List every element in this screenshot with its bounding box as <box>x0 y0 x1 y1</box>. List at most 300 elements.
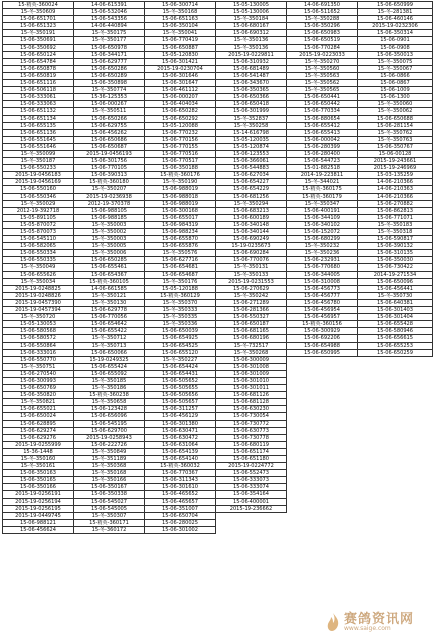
ring-number-cell <box>287 491 358 498</box>
table-row <box>3 314 433 321</box>
ring-number-cell: 14-06-661585 <box>74 285 145 292</box>
ring-number-cell: 15-06-344109 <box>287 214 358 221</box>
ring-number-cell: 15-06-629700 <box>74 427 145 434</box>
table-row <box>3 328 433 335</box>
ring-number-cell: 2015-19-0256191 <box>3 491 74 498</box>
table-row <box>3 44 433 51</box>
ring-number-cell: 15-06-333016 <box>3 349 74 356</box>
table-row <box>3 129 433 136</box>
ring-number-cell: 2015-19-0248825 <box>3 285 74 292</box>
ring-number-cell: 15-冬-350049 <box>3 264 74 271</box>
ring-number-cell: 15-06-650978 <box>74 44 145 51</box>
table-row <box>3 51 433 58</box>
ring-number-cell: 15-06-650292 <box>145 115 216 122</box>
ring-number-cell: 15-06-988018 <box>145 193 216 200</box>
table-row <box>3 229 433 236</box>
table-row <box>3 158 433 165</box>
ring-number-cell <box>287 470 358 477</box>
table-row <box>3 363 433 370</box>
ring-number-cell: 15-06-656096 <box>74 413 145 420</box>
ring-number-cell: 15-06-301009 <box>216 370 287 377</box>
ring-number-cell: 15-06-651323 <box>3 23 74 30</box>
table-row <box>3 512 433 519</box>
ring-number-cell: 15-06-627716 <box>145 257 216 264</box>
table-row <box>3 420 433 427</box>
ring-number-cell <box>287 434 358 441</box>
ring-number-cell: 15-19-0235673 <box>216 243 287 250</box>
ring-number-cell <box>358 377 433 384</box>
ring-number-cell: 15-06-400001 <box>216 498 287 505</box>
ring-number-cell: 15-06-654925 <box>145 335 216 342</box>
ring-number-cell: 15-06-650441 <box>287 94 358 101</box>
ring-number-cell: 2012-19-370378 <box>74 200 145 207</box>
ring-number-cell: 15-06-654140 <box>145 456 216 463</box>
ring-number-cell <box>287 399 358 406</box>
ring-number-cell: 15-06-532046 <box>74 9 145 16</box>
ring-number-cell: 15-06-730422 <box>358 264 433 271</box>
ring-number-cell: 15-06-988121 <box>3 519 74 526</box>
ring-number-cell: 15-冬-281381 <box>358 9 433 16</box>
ring-number-cell: 15-06-770076 <box>216 257 287 264</box>
ring-number-cell: 15-06-552473 <box>216 470 287 477</box>
ring-number-cell: 15-06-656615 <box>358 335 433 342</box>
ring-number-cell <box>287 441 358 448</box>
ring-number-cell: 15-06-650878 <box>3 65 74 72</box>
ring-number-table <box>2 1 433 534</box>
table-row <box>3 519 433 526</box>
ring-number-cell <box>287 526 358 533</box>
ring-number-cell: 15-06-650418 <box>216 101 287 108</box>
ring-number-cell: 15-06-650686 <box>74 136 145 143</box>
ring-number-cell: 15-06-630773 <box>216 427 287 434</box>
ring-number-cell: 15-06-650282 <box>145 108 216 115</box>
ring-number-cell: 15-06-655412 <box>287 122 358 129</box>
ring-number-cell: 13-06-600189 <box>216 214 287 221</box>
ring-number-cell: 15-06-650366 <box>216 94 287 101</box>
table-row <box>3 413 433 420</box>
ring-number-cell: 15-06-580568 <box>3 328 74 335</box>
ring-number-cell: 15-06-654642 <box>74 321 145 328</box>
ring-number-cell: 15-06-650704 <box>145 512 216 519</box>
ring-number-cell: 15-冬-350563 <box>287 72 358 79</box>
ring-number-cell: 15-冬-350136 <box>216 37 287 44</box>
ring-number-cell: 15-06-770367 <box>145 470 216 477</box>
ring-number-cell: 15-冬-350333 <box>145 307 216 314</box>
ring-number-cell: 2014-19-271534 <box>358 271 433 278</box>
ring-number-cell: 15-冬-350821 <box>3 399 74 406</box>
ring-number-cell: 2015-19-0457390 <box>3 299 74 306</box>
ring-number-cell <box>358 484 433 491</box>
ring-number-cell <box>287 385 358 392</box>
ring-number-cell: 15-06-505652 <box>145 377 216 384</box>
ring-number-cell: 15-06-655428 <box>358 321 433 328</box>
ring-number-cell: 15-06-655626 <box>3 271 74 278</box>
ring-number-cell <box>287 427 358 434</box>
ring-number-cell: 15-06-655413 <box>287 129 358 136</box>
ring-number-cell <box>358 413 433 420</box>
ring-number-cell <box>358 420 433 427</box>
ring-number-cell: 15-精英-360179 <box>287 193 358 200</box>
ring-number-cell: 15-06-650983 <box>287 30 358 37</box>
ring-number-cell: 15-06-770105 <box>74 165 145 172</box>
ring-number-cell: 15-06-270629 <box>216 285 287 292</box>
ring-number-cell: 15-06-770516 <box>145 150 216 157</box>
table-row <box>3 505 433 512</box>
ring-number-cell: 14-06-210366 <box>358 193 433 200</box>
ring-number-cell: 15-冬-350774 <box>74 87 145 94</box>
ring-number-cell: 15-06-310008 <box>287 278 358 285</box>
table-row <box>3 356 433 363</box>
ring-number-cell: 15-冬-350060 <box>358 101 433 108</box>
ring-number-cell: 15-06-770419 <box>145 37 216 44</box>
ring-number-cell: 15-06-404034 <box>145 101 216 108</box>
ring-number-cell: 15-06-651174 <box>216 448 287 455</box>
ring-number-cell <box>287 377 358 384</box>
ring-number-cell: 15-06-654681 <box>145 264 216 271</box>
table-row <box>3 108 433 115</box>
ring-number-cell: 15-06-650286 <box>74 65 145 72</box>
ring-number-cell: 15-06-301646 <box>145 72 216 79</box>
ring-number-cell: 14-06-440894 <box>74 23 145 30</box>
ring-number-cell <box>358 519 433 526</box>
ring-number-cell: 2015-19-0230704 <box>145 65 216 72</box>
ring-number-cell: 15-06-511652 <box>287 9 358 16</box>
table-row <box>3 9 433 16</box>
ring-number-cell: 15-06-333061 <box>3 94 74 101</box>
ring-number-cell: 15-冬-350294 <box>216 200 287 207</box>
ring-number-cell: 15-06-690312 <box>216 30 287 37</box>
ring-number-cell <box>287 413 358 420</box>
ring-number-cell: 15-06-650066 <box>74 349 145 356</box>
ring-number-cell: 15-06-280400 <box>287 150 358 157</box>
ring-number-cell: 15-06-1300 <box>358 94 433 101</box>
ring-number-cell: 15-06-301008 <box>216 363 287 370</box>
ring-number-cell: 15-冬-732517 <box>216 342 287 349</box>
ring-number-cell: 15-06-301380 <box>145 420 216 427</box>
ring-number-cell: 15-06-333063 <box>3 101 74 108</box>
table-row <box>3 285 433 292</box>
ring-number-cell: 15-06-456129 <box>145 413 216 420</box>
ring-number-cell: 2015-19-0236938 <box>74 193 145 200</box>
ring-number-cell: 15-06-0908 <box>358 44 433 51</box>
ring-number-cell: 15-05-120035 <box>216 136 287 143</box>
ring-number-cell: 2015-19-0456193 <box>74 150 145 157</box>
ring-number-cell: 15-06-650289 <box>74 72 145 79</box>
ring-number-cell: 15-冬-350191 <box>3 30 74 37</box>
ring-number-cell: 15-06-344005 <box>287 271 358 278</box>
ring-number-cell: 15-冬-350187 <box>3 158 74 165</box>
ring-number-cell: 15-06-333074 <box>216 484 287 491</box>
table-row <box>3 406 433 413</box>
ring-number-cell: 15-06-550327 <box>216 314 287 321</box>
ring-number-cell: 15-05-891105 <box>3 214 74 221</box>
ring-number-cell: 15-06-465652 <box>145 491 216 498</box>
ring-number-cell: 15-冬-350177 <box>74 37 145 44</box>
table-row <box>3 23 433 30</box>
table-row <box>3 477 433 484</box>
ring-number-cell <box>358 505 433 512</box>
ring-number-cell: 2015-19-0231553 <box>216 278 287 285</box>
flame-logo-icon <box>325 612 341 632</box>
ring-number-cell: 15-冬-350576 <box>145 250 216 257</box>
table-row <box>3 456 433 463</box>
ring-number-cell: 15-06-650187 <box>216 321 287 328</box>
ring-number-cell: 15-冬-350161 <box>3 463 74 470</box>
ring-number-cell <box>216 526 287 533</box>
ring-number-cell: 15-06-456954 <box>287 307 358 314</box>
table-row <box>3 94 433 101</box>
table-row <box>3 264 433 271</box>
ring-number-cell: 15-06-301647 <box>145 80 216 87</box>
table-row <box>3 101 433 108</box>
ring-number-cell: 15-06-629276 <box>3 434 74 441</box>
table-row <box>3 250 433 257</box>
ring-number-cell: 2015-19-0248826 <box>3 292 74 299</box>
ring-number-cell <box>358 434 433 441</box>
table-row <box>3 498 433 505</box>
ring-number-cell: 15-冬-350207 <box>74 186 145 193</box>
ring-number-cell: 15-冬-350227 <box>145 356 216 363</box>
ring-number-cell: 15-06-651132 <box>3 108 74 115</box>
ring-number-cell: 15-冬-350609 <box>3 9 74 16</box>
ring-number-cell: 15-06-551645 <box>3 136 74 143</box>
ring-number-cell: 15-冬-350184 <box>216 16 287 23</box>
ring-number-cell: 15-06-545027 <box>74 498 145 505</box>
ring-number-cell: 15-06-1009 <box>358 87 433 94</box>
ring-number-cell <box>358 512 433 519</box>
ring-number-cell: 14-06-615391 <box>74 2 145 9</box>
ring-number-cell: 15-05-120088 <box>145 122 216 129</box>
ring-number-cell <box>358 448 433 455</box>
table-row <box>3 335 433 342</box>
ring-number-cell: 15-冬-350062 <box>358 108 433 115</box>
ring-number-cell: 2015-19-0232306 <box>358 23 433 30</box>
ring-number-cell: 15-06-654687 <box>145 271 216 278</box>
ring-number-cell: 15-06-628895 <box>3 420 74 427</box>
ring-number-cell: 15-06-655461 <box>74 264 145 271</box>
ring-number-cell: 15-冬-350232 <box>287 243 358 250</box>
ring-number-cell: 15-03-135259 <box>358 172 433 179</box>
ring-number-cell: 15-06-301610 <box>145 484 216 491</box>
ring-number-cell: 15-06-988105 <box>74 207 145 214</box>
ring-number-cell: 15-冬-350730 <box>358 292 433 299</box>
table-row <box>3 172 433 179</box>
ring-number-cell: 2015-19-0256194 <box>3 498 74 505</box>
ring-number-cell: 15-06-650519 <box>287 37 358 44</box>
ring-number-cell: 15-精英-360176 <box>145 172 216 179</box>
ring-number-cell <box>287 420 358 427</box>
ring-number-cell: 15-06-550864 <box>3 342 74 349</box>
ring-number-cell: 15-06-280025 <box>145 519 216 526</box>
ring-number-cell: 15-06-354164 <box>216 491 287 498</box>
ring-number-cell: 15-冬-350849 <box>74 448 145 455</box>
ring-number-cell: 14-06-691350 <box>287 2 358 9</box>
ring-number-cell: 15-冬-350131 <box>216 264 287 271</box>
ring-number-cell: 15-06-456780 <box>287 299 358 306</box>
ring-number-cell: 2015-19-0258943 <box>74 434 145 441</box>
ring-number-cell: 15-冬-350185 <box>74 377 145 384</box>
ring-number-cell <box>358 463 433 470</box>
ring-number-cell: 15-06-350030 <box>358 257 433 264</box>
ring-number-cell <box>358 370 433 377</box>
ring-number-cell: 15-06-550346 <box>3 193 74 200</box>
ring-number-cell: 15-05-870073 <box>3 229 74 236</box>
ring-number-cell: 15-冬-350763 <box>358 136 433 143</box>
ring-number-cell: 15-06-650819 <box>3 72 74 79</box>
ring-number-cell: 15-06-000207 <box>145 94 216 101</box>
ring-number-cell: 15-06-366061 <box>216 158 287 165</box>
ring-number-cell: 15-06-310135 <box>358 250 433 257</box>
ring-number-cell: 15-06-270882 <box>358 200 433 207</box>
ring-number-cell: 15-36-1448 <box>3 448 74 455</box>
ring-number-cell: 2015-19-0256195 <box>3 505 74 512</box>
ring-number-cell: 15-精英-360156 <box>287 321 358 328</box>
table-row <box>3 484 433 491</box>
ring-number-cell: 2015-19-0456183 <box>3 172 74 179</box>
ring-number-cell: 15-06-123553 <box>216 150 287 157</box>
ring-number-cell: 15-06-654229 <box>216 186 287 193</box>
ring-number-cell: 15-06-301002 <box>145 526 216 533</box>
ring-number-cell: 15-06-00128 <box>358 150 433 157</box>
ring-number-cell: 15-冬-350565 <box>287 87 358 94</box>
ring-number-cell: 15-06-311257 <box>145 406 216 413</box>
ring-number-cell: 15-06-650285 <box>74 257 145 264</box>
ring-number-cell: 15-14-616798 <box>216 129 287 136</box>
ring-number-cell: 15-06-545005 <box>74 505 145 512</box>
ring-number-cell: 15-06-456957 <box>287 314 358 321</box>
ring-number-cell: 15-冬-350335 <box>145 314 216 321</box>
ring-number-cell: 15-冬-350658 <box>74 399 145 406</box>
ring-number-cell <box>358 392 433 399</box>
ring-number-cell: 15-06-651136 <box>3 129 74 136</box>
ring-number-cell: 15-06-680167 <box>216 23 287 30</box>
table-row <box>3 165 433 172</box>
ring-number-cell: 15-06-301010 <box>216 377 287 384</box>
watermark-site-name: 赛鸽资讯网 <box>344 611 415 627</box>
ring-number-cell: 15-06-460146 <box>358 16 433 23</box>
table-row <box>3 150 433 157</box>
ring-number-cell: 15-冬-350560 <box>287 65 358 72</box>
ring-number-cell: 15-05-130006 <box>216 9 287 16</box>
ring-number-cell: 15-06-543356 <box>74 16 145 23</box>
ring-number-cell: 15-06-301756 <box>74 158 145 165</box>
ring-number-cell: 15-06-333073 <box>216 477 287 484</box>
table-row <box>3 292 433 299</box>
ring-number-cell <box>358 526 433 533</box>
ring-number-cell: 15-06-344171 <box>74 51 145 58</box>
ring-number-cell: 15-冬-350075 <box>358 58 433 65</box>
ring-number-cell: 15-06-343670 <box>216 80 287 87</box>
table-row <box>3 392 433 399</box>
ring-number-cell: 2015-19-243661 <box>358 158 433 165</box>
ring-number-cell: 15-06-456624 <box>3 526 74 533</box>
ring-number-cell: 15-冬-350368 <box>74 463 145 470</box>
ring-number-cell: 15-06-281366 <box>216 307 287 314</box>
ring-number-cell: 15-06-770056 <box>74 314 145 321</box>
ring-number-cell: 15-06-651180 <box>216 456 287 463</box>
ring-number-cell: 2015-19-0457394 <box>3 307 74 314</box>
ring-number-cell: 15-06-350188 <box>145 165 216 172</box>
ring-number-cell <box>358 498 433 505</box>
ring-number-cell: 15-冬-350130 <box>74 299 145 306</box>
table-row <box>3 200 433 207</box>
ring-number-cell: 15-冬-350168 <box>145 9 216 16</box>
table-row <box>3 448 433 455</box>
ring-number-cell: 15-06-629274 <box>3 427 74 434</box>
ring-number-cell: 15-精英-360171 <box>74 519 145 526</box>
ring-number-cell <box>287 406 358 413</box>
watermark-text <box>344 613 414 632</box>
ring-number-cell: 15-06-351007 <box>145 505 216 512</box>
table-row <box>3 30 433 37</box>
ring-number-cell: 15-06-640381 <box>358 299 433 306</box>
table-row <box>3 349 433 356</box>
ring-number-cell: 15-06-654139 <box>145 448 216 455</box>
ring-number-cell: 15-06-300929 <box>287 328 358 335</box>
ring-number-cell: 15-06-655870 <box>145 236 216 243</box>
ring-number-cell <box>287 463 358 470</box>
ring-number-cell: 15-06-650769 <box>3 385 74 392</box>
ring-number-cell: 15-冬-350270 <box>287 58 358 65</box>
ring-number-cell: 15-06-988234 <box>145 229 216 236</box>
ring-number-cell: 15-06-770517 <box>145 158 216 165</box>
ring-number-cell: 15-冬-350175 <box>74 30 145 37</box>
ring-number-cell <box>287 448 358 455</box>
ring-number-cell: 2015-19-0449745 <box>3 512 74 519</box>
ring-number-cell: 15-冬-352837 <box>216 115 287 122</box>
ring-number-cell: 15-06-301403 <box>358 307 433 314</box>
ring-number-cell: 15-06-0866 <box>358 72 433 79</box>
table-row <box>3 58 433 65</box>
ring-number-cell: 15-06-456777 <box>287 292 358 299</box>
table-row <box>3 37 433 44</box>
ring-number-cell: 15-06-651116 <box>3 80 74 87</box>
ring-number-cell: 15-冬-350003 <box>74 221 145 228</box>
ring-number-cell: 15-06-390132 <box>358 243 433 250</box>
ring-number-cell: 15-06-550334 <box>3 250 74 257</box>
ring-number-cell: 15-06-681126 <box>216 392 287 399</box>
ring-number-cell: 15-06-400191 <box>287 207 358 214</box>
ring-number-cell: 15-冬-350160 <box>3 456 74 463</box>
ring-number-cell: 15-精英-360032 <box>145 463 216 470</box>
table-row <box>3 342 433 349</box>
ring-number-cell: 15-06-0901 <box>358 37 433 44</box>
ring-number-cell: 2015-19-246969 <box>358 165 433 172</box>
ring-number-cell <box>287 370 358 377</box>
ring-number-cell: 15-06-550233 <box>3 165 74 172</box>
ring-number-cell <box>358 399 433 406</box>
ring-number-cell: 15-06-350165 <box>3 477 74 484</box>
watermark-url: www.saige.com <box>344 624 391 632</box>
ring-number-cell: 2015-19-236662 <box>216 505 287 512</box>
ring-number-cell: 15-冬-350258 <box>216 122 287 129</box>
ring-number-cell: 15-06-655092 <box>74 370 145 377</box>
ring-number-cell: 15-06-630230 <box>216 406 287 413</box>
ring-number-cell: 14-06-210366 <box>358 179 433 186</box>
ring-number-cell <box>287 498 358 505</box>
ring-number-cell: 15-06-281154 <box>358 122 433 129</box>
ring-number-cell: 15-06-545195 <box>74 420 145 427</box>
table-row <box>3 122 433 129</box>
ring-number-cell: 15-06-862813 <box>358 207 433 214</box>
ring-number-cell: 2014-19-223811 <box>287 172 358 179</box>
ring-number-cell: 15-06-988185 <box>74 214 145 221</box>
ring-number-cell: 15-06-655424 <box>74 363 145 370</box>
ring-number-cell: 15-06-280399 <box>287 143 358 150</box>
table-row <box>3 377 433 384</box>
ring-number-cell: 15-冬-344021 <box>287 179 358 186</box>
table-row <box>3 299 433 306</box>
